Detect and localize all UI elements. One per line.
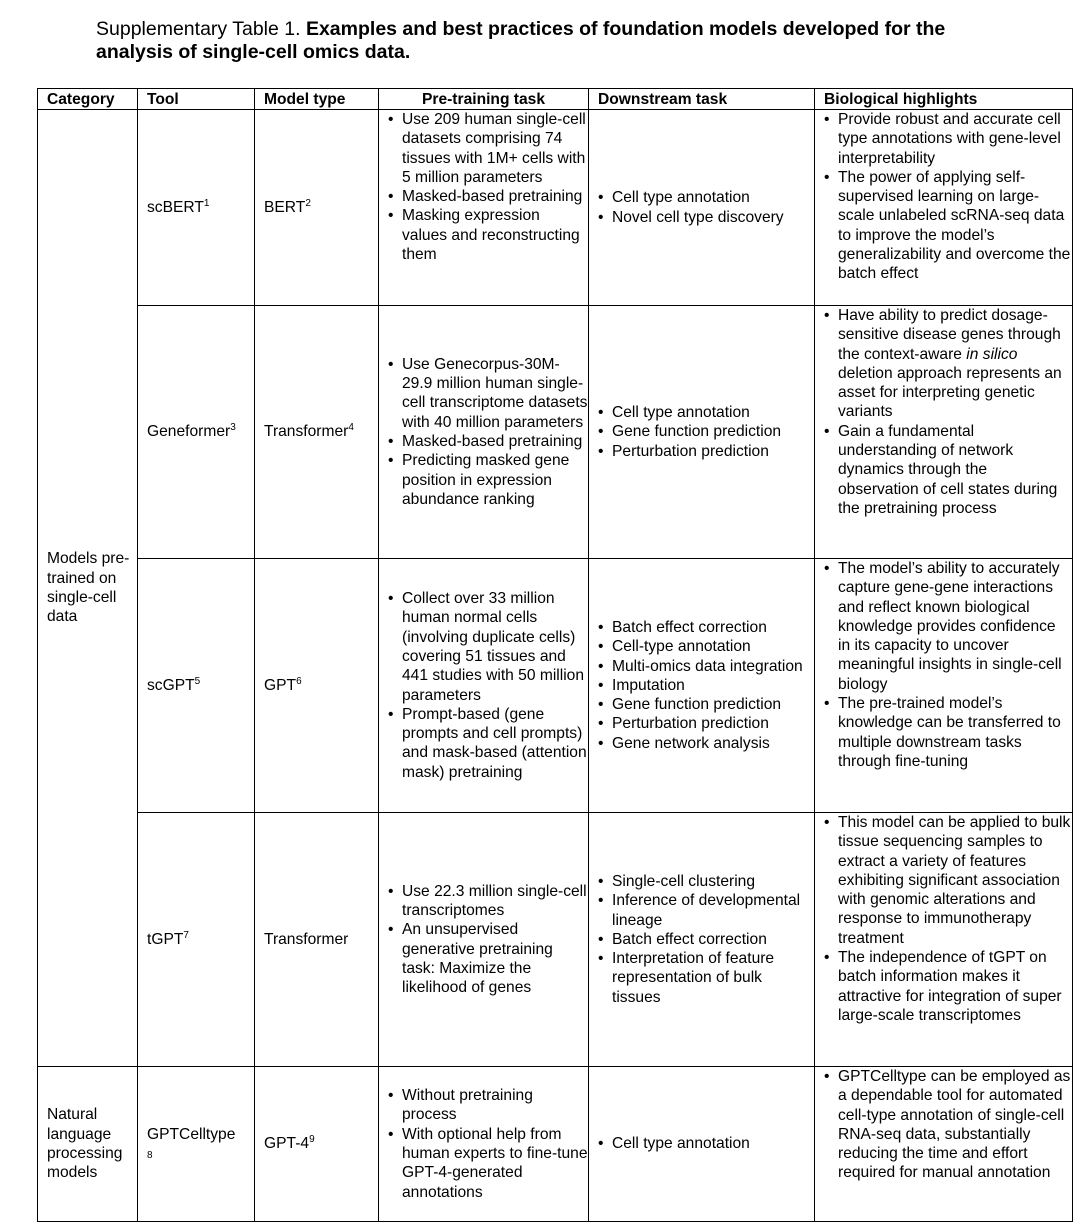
list-item: • The independence of tGPT on batch information makes it attractive for integration of super large-scale transcriptomes	[824, 948, 1072, 1025]
header-row	[38, 89, 1073, 110]
list-item: • Single-cell clustering	[598, 872, 814, 891]
list-item: • Without pretraining process	[388, 1086, 588, 1125]
table-row	[38, 813, 1073, 1067]
highlights-cell	[815, 110, 1073, 306]
list-item: • Masking expression values and reconstructing them	[388, 206, 588, 264]
list-item: • Multi-omics data integration	[598, 657, 814, 676]
list-item: • Batch effect correction	[598, 618, 814, 637]
list-item: • This model can be applied to bulk tissue sequencing samples to extract a variety of features exhibiting significant association with genomic alterations and response to immunotherapy treatment	[824, 813, 1072, 948]
list-item: • Use Genecorpus-30M-29.9 million human single-cell transcriptome datasets with 40 million parameters	[388, 355, 588, 432]
table-row	[38, 1067, 1073, 1222]
list-item: • Masked-based pretraining	[388, 432, 588, 451]
list-item: • Imputation	[598, 676, 814, 695]
list-item: • With optional help from human experts to fine-tune GPT-4-generated annotations	[388, 1125, 588, 1202]
list-item: • Cell type annotation	[598, 1134, 814, 1153]
list-item: • Cell type annotation	[598, 403, 814, 422]
category-cell: Models pre-trained on single-cell data	[38, 110, 138, 1067]
table-row	[38, 110, 1073, 306]
list-item: • Gene function prediction	[598, 695, 814, 714]
tool-cell: GPTCelltype 8	[138, 1067, 255, 1222]
list-item: • Collect over 33 million human normal cells (involving duplicate cells) covering 51 tissues and 441 studies with 50 million parameters	[388, 589, 588, 705]
list-item: • The power of applying self-supervised learning on large-scale unlabeled scRNA-seq data to improve the model’s generalizability and overcome the batch effect	[824, 168, 1072, 284]
list-item: • Use 22.3 million single-cell transcriptomes	[388, 882, 588, 921]
list-item: • Cell type annotation	[598, 188, 814, 207]
pretraining-cell	[379, 306, 589, 559]
header-biological: Biological highlights	[815, 89, 1073, 110]
list-item: • Gene function prediction	[598, 422, 814, 441]
caption-label: Supplementary Table 1.	[96, 18, 301, 40]
list-item: • Predicting masked gene position in expression abundance ranking	[388, 451, 588, 509]
model-type-cell: GPT-$4^9$	[255, 1067, 379, 1222]
downstream-cell	[589, 1067, 815, 1222]
highlights-cell	[815, 1067, 1073, 1222]
tool-cell: Geneformer$^3$	[138, 306, 255, 559]
tool-cell: scBERT$^1$	[138, 110, 255, 306]
list-item: • Novel cell type discovery	[598, 208, 814, 227]
highlights-cell	[815, 813, 1073, 1067]
header-pretraining: Pre-training task	[379, 89, 589, 110]
list-item: • Have ability to predict dosage-sensitive disease genes through the context-aware in silico deletion approach represents an asset for interpreting genetic variants	[824, 306, 1072, 422]
list-item: • Interpretation of feature representation of bulk tissues	[598, 949, 814, 1007]
pretraining-cell	[379, 1067, 589, 1222]
list-item: • Inference of developmental lineage	[598, 891, 814, 930]
downstream-cell	[589, 559, 815, 813]
category-cell: Natural language processing models	[38, 1067, 138, 1222]
header-downstream: Downstream task	[589, 89, 815, 110]
list-item: • The pre-trained model’s knowledge can be transferred to multiple downstream tasks through fine-tuning	[824, 694, 1072, 771]
foundation-models-table	[37, 88, 1073, 1222]
tool-cell: scGPT$^5$	[138, 559, 255, 813]
downstream-cell	[589, 813, 815, 1067]
model-type-cell: Transformer$^4$	[255, 306, 379, 559]
list-item: • Gain a fundamental understanding of network dynamics through the observation of cell states during the pretraining process	[824, 422, 1072, 518]
pretraining-cell	[379, 559, 589, 813]
list-item: • Perturbation prediction	[598, 714, 814, 733]
highlights-cell	[815, 559, 1073, 813]
highlights-cell	[815, 306, 1073, 559]
list-item: • Cell-type annotation	[598, 637, 814, 656]
table-row	[38, 559, 1073, 813]
header-tool: Tool	[138, 89, 255, 110]
list-item: • Provide robust and accurate cell type annotations with gene-level interpretability	[824, 110, 1072, 168]
downstream-cell	[589, 306, 815, 559]
list-item: • Perturbation prediction	[598, 442, 814, 461]
model-type-cell: Transformer	[255, 813, 379, 1067]
list-item: • Gene network analysis	[598, 734, 814, 753]
header-category: Category	[38, 89, 138, 110]
list-item: • The model’s ability to accurately capture gene-gene interactions and reflect known biological knowledge provides confidence in its capacity to uncover meaningful insights in single-cell biology	[824, 559, 1072, 694]
list-item: • An unsupervised generative pretraining task: Maximize the likelihood of genes	[388, 920, 588, 997]
list-item: • Prompt-based (gene prompts and cell prompts) and mask-based (attention mask) pretraining	[388, 705, 588, 782]
model-type-cell: BERT$^2$	[255, 110, 379, 306]
pretraining-cell	[379, 110, 589, 306]
list-item: • Batch effect correction	[598, 930, 814, 949]
header-model-type: Model type	[255, 89, 379, 110]
downstream-cell	[589, 110, 815, 306]
model-type-cell: GPT$^6$	[255, 559, 379, 813]
tool-cell: tGPT$^7$	[138, 813, 255, 1067]
list-item: • Masked-based pretraining	[388, 187, 588, 206]
table-caption	[96, 18, 996, 64]
table-row	[38, 306, 1073, 559]
caption-title: Examples and best practices of foundation models developed for the analysis of single-cell omics data.	[96, 18, 946, 63]
list-item: • GPTCelltype can be employed as a dependable tool for automated cell-type annotation of single-cell RNA-seq data, substantially reducing the time and effort required for manual annotation	[824, 1067, 1072, 1183]
list-item: • Use 209 human single-cell datasets comprising 74 tissues with 1M+ cells with 5 million parameters	[388, 110, 588, 187]
pretraining-cell	[379, 813, 589, 1067]
